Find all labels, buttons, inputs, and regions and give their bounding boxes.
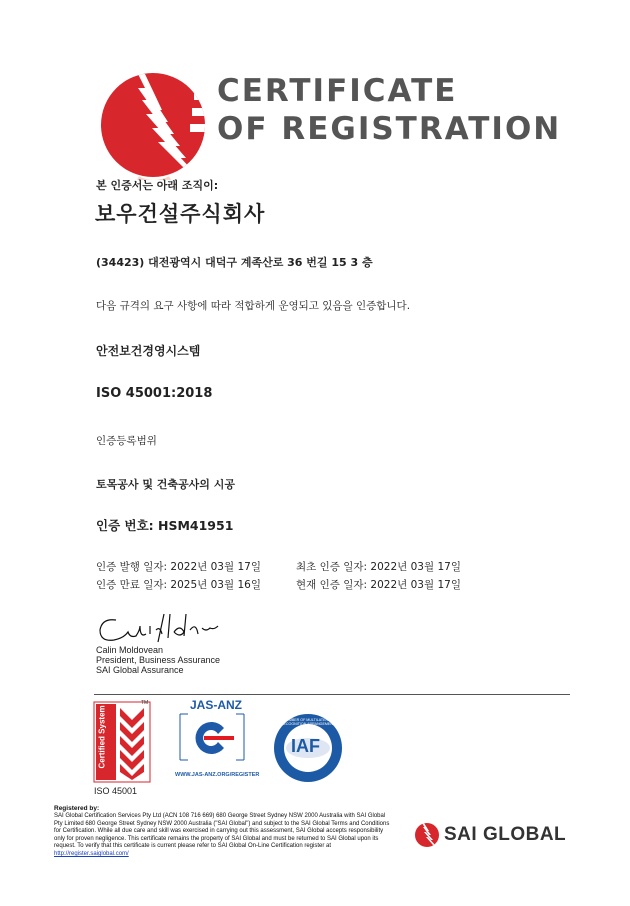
scope-label: 인증등록범위 xyxy=(96,435,157,447)
certification-statement: 다음 규격의 요구 사항에 따라 적합하게 운영되고 있음을 인증합니다. xyxy=(96,300,411,312)
iaf-label: IAF xyxy=(291,736,320,756)
management-system: 안전보건경영시스템 xyxy=(96,344,201,358)
current-certification-date: 현재 인증 일자: 2022년 03월 17일 xyxy=(296,579,461,591)
scope: 토목공사 및 건축공사의 시공 xyxy=(96,478,235,491)
certificate-title-line2: OF REGISTRATION xyxy=(217,111,562,147)
certificate-number: 인증 번호: HSM41951 xyxy=(96,518,234,533)
sai-globe-logo xyxy=(98,70,208,180)
organization-address: (34423) 대전광역시 대덕구 계족산로 36 번길 15 3 층 xyxy=(96,256,373,269)
footer-line-5: request. To verify that this certificate is current please refer to SAI Global On-Line Certification register at xyxy=(54,843,332,850)
signatory-title: President, Business Assurance xyxy=(96,655,221,665)
iaf-ring-text: MEMBER OF MULTILATERAL RECOGNITION ARRANGEMENT xyxy=(280,718,336,726)
jas-anz-title: JAS-ANZ xyxy=(190,698,243,712)
expiry-date: 인증 만료 일자: 2025년 03월 16일 xyxy=(96,579,261,591)
jas-anz-url: WWW.JAS-ANZ.ORG/REGISTER xyxy=(175,772,260,778)
sai-global-small-logo xyxy=(414,822,440,848)
footer-line-4: only for proven negligence. This certificate remains the property of SAI Global and must be returned to SAI Global upon its xyxy=(54,835,379,842)
sai-global-wordmark: SAI GLOBAL xyxy=(444,824,567,845)
issue-date: 인증 발행 일자: 2022년 03월 17일 xyxy=(96,561,261,573)
tm-mark: TM xyxy=(141,700,149,706)
standard: ISO 45001:2018 xyxy=(96,386,213,401)
register-link[interactable]: http://register.saiglobal.com/ xyxy=(54,851,129,857)
certificate-title-line1: CERTIFICATE xyxy=(217,73,458,109)
certified-system-label: Certified System xyxy=(97,705,107,769)
signature xyxy=(94,608,224,646)
footer-line-2: Pty Limited 680 George Street Sydney NSW 2000 Australia ("SAI Global") and subject to the SAI Global Terms and Conditions xyxy=(54,820,390,827)
footer-line-3: for Certification. While all due care and skill was exercised in carrying out this assessment, SAI Global accepts responsibility xyxy=(54,828,384,835)
divider xyxy=(94,694,570,695)
registered-by: Registered by: xyxy=(54,805,100,812)
first-certification-date: 최초 인증 일자: 2022년 03월 17일 xyxy=(296,561,461,573)
iso-badge-label: ISO 45001 xyxy=(94,786,138,796)
intro-text: 본 인증서는 아래 조직이: xyxy=(96,179,219,192)
signatory-name: Calin Moldovean xyxy=(96,645,164,655)
footer-line-1: SAI Global Certification Services Pty Ltd (ACN 108 716 669) 680 George Street Sydney NSW 2000 Australia with SAI Global xyxy=(54,813,386,819)
organization-name: 보우건설주식회사 xyxy=(95,202,266,226)
jas-anz-logo xyxy=(178,712,246,762)
signatory-company: SAI Global Assurance xyxy=(96,665,184,675)
